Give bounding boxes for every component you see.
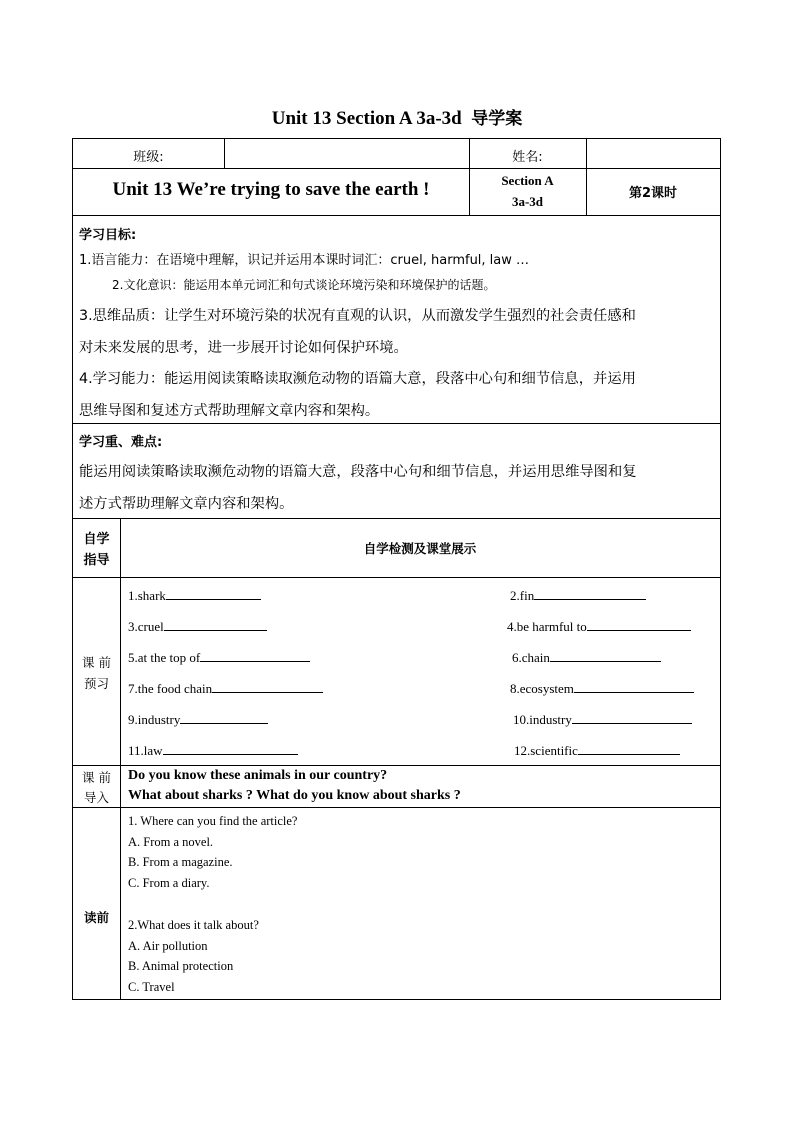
- section-label-2: 3a-3d: [511, 194, 544, 209]
- vocab-item: 2.fin: [510, 586, 646, 604]
- question-1-option-b[interactable]: B. From a magazine.: [128, 855, 233, 869]
- lead-in-label-1: 课 前: [82, 770, 111, 785]
- lead-in-question-1: Do you know these animals in our country?: [128, 768, 388, 783]
- answer-blank[interactable]: [212, 679, 323, 693]
- key-points-line-1: 能运用阅读策略读取濒危动物的语篇大意，段落中心句和细节信息，并运用思维导图和复: [79, 464, 637, 480]
- objectives-heading: 学习目标:: [79, 228, 137, 243]
- worksheet-table: [72, 138, 721, 1000]
- vocab-item: 3.cruel: [128, 617, 267, 635]
- vocab-item: 5.at the top of: [128, 648, 310, 666]
- pre-reading-label: 读前: [83, 910, 109, 925]
- answer-blank[interactable]: [200, 648, 310, 662]
- answer-blank[interactable]: [164, 617, 267, 631]
- page-title-cn: 导学案: [471, 109, 523, 129]
- self-study-header: 自学检测及课堂展示: [363, 541, 477, 556]
- unit-title: Unit 13 We’re trying to save the earth !: [112, 179, 430, 200]
- answer-blank[interactable]: [180, 710, 268, 724]
- question-1: 1. Where can you find the article?: [128, 814, 298, 828]
- answer-blank[interactable]: [163, 741, 298, 755]
- question-2-option-b[interactable]: B. Animal protection: [128, 959, 234, 973]
- question-1-option-c[interactable]: C. From a diary.: [128, 876, 210, 890]
- vocab-item: 9.industry: [128, 710, 268, 728]
- vocab-item: 7.the food chain: [128, 679, 323, 697]
- key-points-heading: 学习重、难点:: [79, 435, 163, 450]
- objective-2: 2.文化意识：能运用本单元词汇和句式谈论环境污染和环境保护的话题。: [112, 278, 496, 292]
- question-2: 2.What does it talk about?: [128, 918, 259, 932]
- vocab-item: 1.shark: [128, 586, 261, 604]
- vocab-item: 4.be harmful to: [507, 617, 691, 635]
- vocab-item: 6.chain: [512, 648, 661, 666]
- objective-3-line-1: 3.思维品质：让学生对环境污染的状况有直观的认识，从而激发学生强烈的社会责任感和: [79, 308, 636, 324]
- section-label-1: Section A: [501, 173, 554, 188]
- name-label: 姓名:: [512, 150, 543, 165]
- page-title: Unit 13 Section A 3a-3d 导学案: [271, 108, 523, 129]
- vocab-item: 11.law: [128, 741, 298, 759]
- objective-4-line-1: 4.学习能力：能运用阅读策略读取濒危动物的语篇大意，段落中心句和细节信息，并运用: [79, 371, 636, 387]
- self-study-label-2: 指导: [83, 553, 110, 568]
- preview-label-1: 课 前: [82, 655, 111, 670]
- vocab-item: 12.scientific: [514, 741, 680, 759]
- class-label: 班级:: [133, 150, 164, 165]
- answer-blank[interactable]: [572, 710, 692, 724]
- objective-4-line-2: 思维导图和复述方式帮助理解文章内容和架构。: [79, 403, 380, 419]
- lesson-label: 第2课时: [628, 186, 678, 201]
- lead-in-label-2: 导入: [83, 790, 109, 805]
- answer-blank[interactable]: [534, 586, 646, 600]
- lead-in-question-2: What about sharks ? What do you know about sharks ?: [128, 788, 461, 803]
- preview-label-2: 预习: [83, 676, 109, 691]
- key-points-line-2: 述方式帮助理解文章内容和架构。: [79, 496, 294, 512]
- objective-3-line-2: 对未来发展的思考，进一步展开讨论如何保护环境。: [79, 340, 408, 356]
- objective-1: 1.语言能力：在语境中理解，识记并运用本课时词汇：cruel, harmful, law …: [79, 253, 530, 268]
- answer-blank[interactable]: [550, 648, 661, 662]
- class-field[interactable]: [225, 141, 468, 166]
- answer-blank[interactable]: [166, 586, 261, 600]
- answer-blank[interactable]: [578, 741, 680, 755]
- question-1-option-a[interactable]: A. From a novel.: [128, 835, 214, 849]
- vocab-item: 10.industry: [513, 710, 692, 728]
- name-field[interactable]: [587, 141, 719, 166]
- self-study-label-1: 自学: [83, 532, 110, 547]
- answer-blank[interactable]: [574, 679, 694, 693]
- vocab-item: 8.ecosystem: [510, 679, 694, 697]
- question-2-option-a[interactable]: A. Air pollution: [128, 939, 208, 953]
- answer-blank[interactable]: [587, 617, 691, 631]
- question-2-option-c[interactable]: C. Travel: [128, 980, 175, 994]
